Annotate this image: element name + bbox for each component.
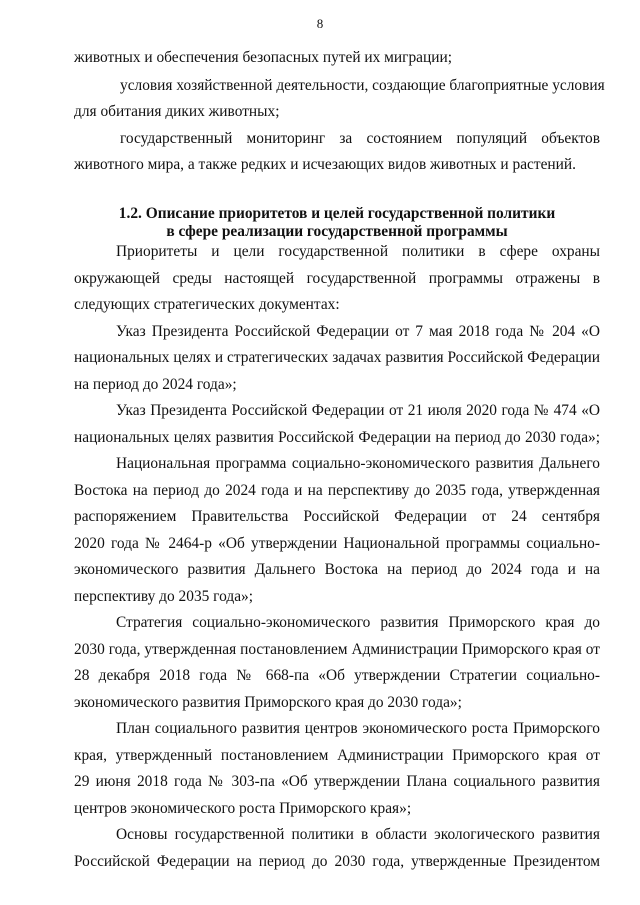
text-line: Указ Президента Российской Федерации от 7 мая 2018 года № 204 «О (116, 323, 600, 340)
text-line: края, утвержденный постановлением Администрации Приморского края от (74, 747, 600, 764)
text-line: 2030 года, утвержденная постановлением Администрации Приморского края от (74, 641, 600, 658)
text-line: следующих стратегических документах: (74, 296, 340, 313)
text-line: национальных целях развития Российской Федерации на период до 2030 года»; (74, 429, 600, 446)
text-line: животного мира, а также редких и исчезающих видов животных и растений. (74, 156, 576, 173)
text-line: Приоритеты и цели государственной политики в сфере охраны (116, 243, 600, 260)
text-line: распоряжением Правительства Российской Федерации от 24 сентября (74, 508, 600, 525)
text-line: животных и обеспечения безопасных путей их миграции; (74, 49, 452, 66)
text-line: национальных целях и стратегических задачах развития Российской Федерации (74, 349, 600, 366)
text-line: Национальная программа социально-экономического развития Дальнего (116, 455, 600, 472)
text-line: условия хозяйственной деятельности, создающие благоприятные условия (120, 77, 605, 94)
text-line: Основы государственной политики в области экологического развития (116, 826, 600, 843)
page-number: 8 (316, 16, 324, 31)
text-line: Российской Федерации на период до 2030 года, утвержденные Президентом (74, 853, 600, 870)
text-line: на период до 2024 года»; (74, 376, 237, 393)
text-line: 28 декабря 2018 года № 668-па «Об утверждении Стратегии социально- (74, 667, 600, 684)
text-line: государственный мониторинг за состоянием популяций объектов (120, 130, 600, 147)
text-line: 2020 года № 2464-р «Об утверждении Национальной программы социально- (74, 535, 600, 552)
text-line: для обитания диких животных; (74, 103, 280, 120)
text-line: Указ Президента Российской Федерации от 21 июля 2020 года № 474 «О (116, 402, 600, 419)
text-line: перспективу до 2035 года»; (74, 588, 253, 605)
text-line: План социального развития центров экономического роста Приморского (116, 720, 600, 737)
text-line: 29 июня 2018 года № 303-па «Об утверждении Плана социального развития (74, 773, 600, 790)
text-line: окружающей среды настоящей государственной программы отражены в (74, 270, 600, 287)
section-heading-line: 1.2. Описание приоритетов и целей государственной политики (118, 205, 556, 222)
text-line: экономического развития Приморского края до 2030 года»; (74, 694, 462, 711)
section-heading-line: в сфере реализации государственной программы (166, 223, 508, 240)
text-line: экономического развития Дальнего Востока на период до 2024 года и на (74, 561, 600, 578)
text-line: Востока на период до 2024 года и на перспективу до 2035 года, утвержденная (74, 482, 600, 499)
text-line: Стратегия социально-экономического развития Приморского края до (116, 614, 600, 631)
text-line: центров экономического роста Приморского края»; (74, 800, 412, 817)
